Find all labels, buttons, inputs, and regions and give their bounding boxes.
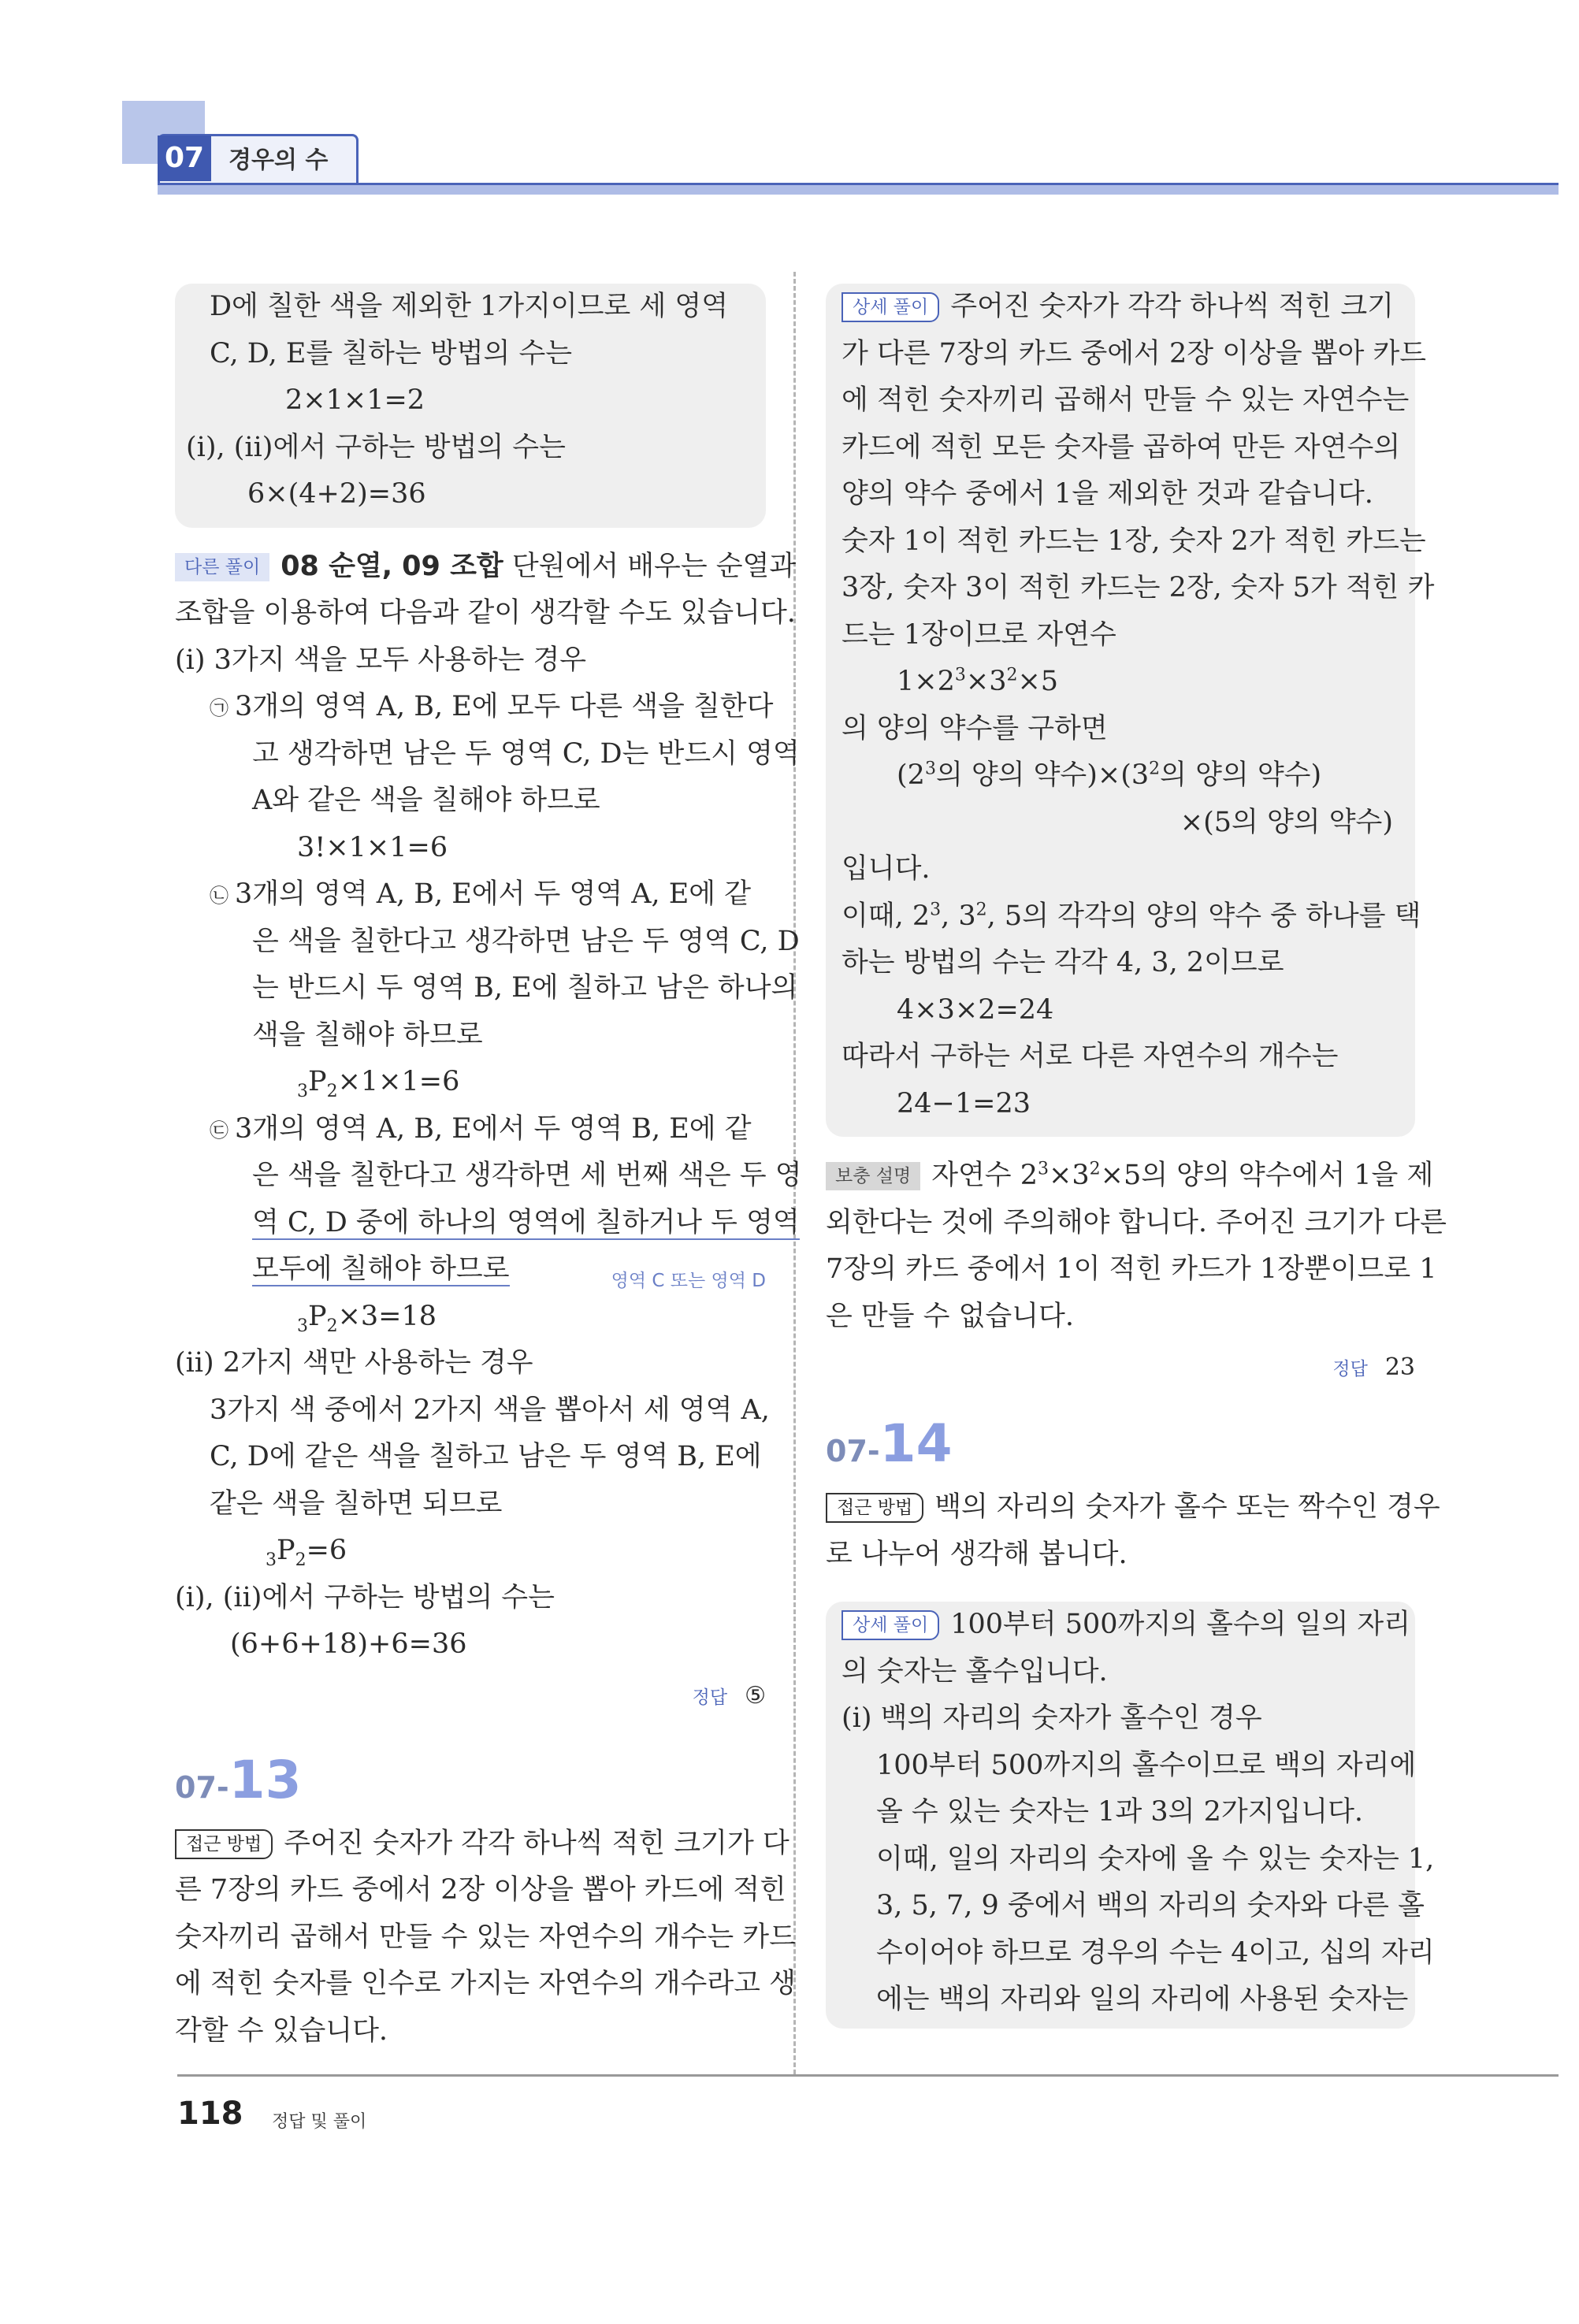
- detail-solution-box: [826, 284, 1435, 1137]
- text-line: [175, 684, 774, 731]
- text-line: 에는 백의 자리와 일의 자리에 사용된 숫자는: [876, 1984, 1409, 2015]
- text-line: (ⅰ), (ⅱ)에서 구하는 방법의 수는: [175, 1581, 555, 1613]
- text-span: , 3: [941, 900, 976, 932]
- eq-part: (2: [897, 759, 925, 791]
- text-line: 에 적힌 숫자를 인수로 가지는 자연수의 개수라고 생: [175, 1968, 796, 1999]
- text-span: 주어진 숫자가 각각 하나씩 적힌 크기가 다: [284, 1827, 790, 1859]
- text-line: 숫자끼리 곱해서 만들 수 있는 자연수의 개수는 카드: [175, 1921, 796, 1953]
- text-line: 드는 1장이므로 자연수: [842, 618, 1116, 651]
- text-line: 카드에 적힌 모든 숫자를 곱하여 만든 자연수의: [842, 431, 1401, 463]
- text-line: 은 색을 칠한다고 생각하면 남은 두 영역 C, D: [252, 925, 800, 957]
- text-line: [175, 544, 797, 591]
- answer-label: 정답: [1332, 1359, 1368, 1379]
- equation-rest: ×3=18: [337, 1300, 437, 1332]
- case-marker: ㉠: [210, 697, 228, 719]
- equation: [175, 1294, 766, 1341]
- text-line: 숫자 1이 적힌 카드는 1장, 숫자 2가 적힌 카드는: [842, 525, 1426, 557]
- text-line: 의 숫자는 홀수입니다.: [842, 1655, 1108, 1687]
- exponent: 3: [1038, 1159, 1050, 1179]
- problem-num: 14: [879, 1413, 953, 1474]
- approach-label: 접근 방법: [826, 1493, 923, 1523]
- eq-part: 1×2: [897, 666, 955, 697]
- problem-number: [826, 1413, 1415, 1484]
- unit-reference: 08 순열, 09 조합: [281, 550, 503, 582]
- text-line: 3가지 색 중에서 2가지 색을 뽑아서 세 영역 A,: [210, 1394, 770, 1426]
- text-line: (ⅰ), (ⅱ)에서 구하는 방법의 수는: [186, 431, 566, 463]
- exponent: 3: [930, 899, 942, 919]
- text-line: 은 색을 칠한다고 생각하면 세 번째 색은 두 영: [252, 1160, 802, 1191]
- exponent: 2: [1089, 1159, 1101, 1179]
- problem-prefix: 07-: [826, 1434, 880, 1468]
- text-span: 3개의 영역 A, B, E에 모두 다른 색을 칠한다: [235, 691, 774, 722]
- perm-n: 3: [297, 1082, 308, 1101]
- answer-value: 23: [1384, 1353, 1415, 1381]
- text-line: [175, 1200, 800, 1247]
- text-line: 는 반드시 두 영역 B, E에 칠하고 남은 하나의: [252, 972, 798, 1004]
- text-span: ×5의 양의 약수에서 1을 제: [1100, 1160, 1434, 1191]
- equation: [175, 1059, 766, 1106]
- eq-part: 의 양의 약수): [1160, 759, 1322, 791]
- text-line: [175, 871, 766, 919]
- exponent: 2: [1149, 759, 1161, 779]
- header-rule: [158, 183, 1559, 195]
- text-line: 양의 약수 중에서 1을 제외한 것과 같습니다.: [842, 478, 1373, 510]
- text-span: 주어진 숫자가 각각 하나씩 적힌 크기: [950, 291, 1394, 322]
- approach-label: 접근 방법: [175, 1829, 273, 1859]
- text-line: 7장의 카드 중에서 1이 적힌 카드가 1장뿐이므로 1: [826, 1253, 1437, 1285]
- footer-label: 정답 및 풀이: [272, 2112, 367, 2132]
- alternative-solution: [175, 544, 802, 1669]
- detail-solution-box: [826, 1602, 1435, 2029]
- text-line: 입니다.: [842, 853, 931, 885]
- perm-r: 2: [295, 1550, 307, 1570]
- equation: (6+6+18)+6=36: [230, 1628, 467, 1660]
- text-span: , 5의 각각의 양의 약수 중 하나를 택: [986, 900, 1421, 932]
- chapter-number: 07: [158, 136, 211, 181]
- text-line: 에 적힌 숫자끼리 곱해서 만들 수 있는 자연수는: [842, 384, 1410, 416]
- text-line: 의 양의 약수를 구하면: [842, 712, 1108, 744]
- eq-part: 의 양의 약수)×(3: [935, 759, 1150, 791]
- text-line: [842, 893, 1421, 941]
- text-line: 고 생각하면 남은 두 영역 C, D는 반드시 영역: [252, 737, 800, 770]
- text-line: C, D에 같은 색을 칠하고 남은 두 영역 B, E에: [210, 1441, 762, 1472]
- text-span: 단원에서 배우는 순열과: [503, 550, 797, 582]
- text-line: 로 나누어 생각해 봅니다.: [826, 1538, 1128, 1570]
- equation: [842, 752, 1415, 800]
- problem-number: [175, 1749, 766, 1821]
- answer-line: [175, 1669, 766, 1725]
- text-line: 이때, 일의 자리의 숫자에 올 수 있는 숫자는 1,: [876, 1843, 1435, 1875]
- exponent: 3: [954, 665, 966, 685]
- text-line: 100부터 500까지의 홀수이므로 백의 자리에: [876, 1749, 1417, 1781]
- case-marker: ㉢: [210, 1119, 228, 1142]
- case-heading: (ⅱ) 2가지 색만 사용하는 경우: [175, 1347, 533, 1379]
- text-line: [175, 1821, 790, 1868]
- perm-n: 3: [266, 1550, 277, 1570]
- perm-symbol: P: [308, 1066, 327, 1097]
- equation: 24−1=23: [897, 1087, 1031, 1119]
- perm-r: 2: [326, 1082, 338, 1101]
- text-line: [826, 1153, 1434, 1200]
- supplementary-note: [826, 1153, 1447, 1340]
- equation-rest: =6: [306, 1535, 347, 1566]
- eq-part: ×3: [965, 666, 1007, 697]
- left-column: [175, 284, 802, 2055]
- text-span: 3개의 영역 A, B, E에서 두 영역 A, E에 같: [235, 878, 752, 910]
- text-line: 른 7장의 카드 중에서 2장 이상을 뽑아 카드에 적힌: [175, 1874, 786, 1906]
- perm-symbol: P: [277, 1535, 295, 1566]
- right-column: [826, 284, 1447, 2029]
- text-line: 하는 방법의 수는 각각 4, 3, 2이므로: [842, 947, 1284, 978]
- margin-annotation: 영역 C 또는 영역 D: [611, 1270, 766, 1291]
- problem-14: [826, 1413, 1440, 2029]
- text-line: 가 다른 7장의 카드 중에서 2장 이상을 뽑아 카드: [842, 337, 1427, 369]
- eq-part: ×5: [1017, 666, 1059, 697]
- text-line: [842, 1602, 1415, 1649]
- equation: 6×(4+2)=36: [247, 478, 426, 510]
- text-line: 따라서 구하는 서로 다른 자연수의 개수는: [842, 1041, 1339, 1072]
- alt-solution-label: 다른 풀이: [175, 553, 269, 581]
- text-line: [826, 1484, 1440, 1531]
- problem-num: 13: [228, 1749, 302, 1810]
- text-line: [842, 284, 1415, 331]
- detail-label: 상세 풀이: [842, 292, 939, 322]
- text-line: C, D, E를 칠하는 방법의 수는: [210, 337, 573, 369]
- perm-r: 2: [326, 1316, 338, 1336]
- text-line: A와 같은 색을 칠해야 하므로: [252, 785, 600, 816]
- chapter-title: 경우의 수: [228, 147, 329, 174]
- problem-prefix: 07-: [175, 1769, 229, 1805]
- equation-rest: ×1×1=6: [337, 1066, 460, 1097]
- perm-n: 3: [297, 1316, 308, 1336]
- answer-line: [826, 1340, 1415, 1397]
- underlined-text: 모두에 칠해야 하므로: [252, 1253, 510, 1285]
- equation: 3!×1×1=6: [297, 831, 448, 863]
- text-line: 색을 칠해야 하므로: [252, 1019, 483, 1051]
- equation: 2×1×1=2: [285, 384, 425, 416]
- text-span: 자연수 2: [931, 1160, 1038, 1191]
- text-line: 3, 5, 7, 9 중에서 백의 자리의 숫자와 다른 홀: [876, 1890, 1425, 1921]
- text-line: 외한다는 것에 주의해야 합니다. 주어진 크기가 다른: [826, 1206, 1447, 1238]
- text-span: 3개의 영역 A, B, E에서 두 영역 B, E에 같: [235, 1112, 752, 1145]
- detail-label: 상세 풀이: [842, 1610, 939, 1640]
- text-line: [175, 1106, 766, 1153]
- text-span: 백의 자리의 숫자가 홀수 또는 짝수인 경우: [934, 1491, 1440, 1523]
- case-marker: ㉡: [210, 885, 228, 907]
- supplement-label: 보충 설명: [826, 1162, 920, 1190]
- equation: [175, 1528, 766, 1575]
- text-line: D에 칠한 색을 제외한 1가지이므로 세 영역: [210, 291, 729, 322]
- equation: 4×3×2=24: [897, 993, 1054, 1026]
- equation: [842, 659, 1415, 706]
- exponent: 3: [924, 759, 936, 779]
- case-heading: (ⅰ) 3가지 색을 모두 사용하는 경우: [175, 644, 587, 676]
- case-heading: (ⅰ) 백의 자리의 숫자가 홀수인 경우: [842, 1702, 1262, 1734]
- equation: ×(5의 양의 약수): [1180, 806, 1393, 838]
- exponent: 2: [975, 899, 987, 919]
- text-span: ×3: [1049, 1160, 1090, 1191]
- footer-rule: [177, 2074, 1559, 2077]
- answer-value: ⑤: [745, 1681, 766, 1710]
- perm-symbol: P: [308, 1300, 327, 1332]
- text-line: 각할 수 있습니다.: [175, 2014, 388, 2047]
- text-line: 올 수 있는 숫자는 1과 3의 2가지입니다.: [876, 1796, 1364, 1828]
- answer-label: 정답: [692, 1687, 728, 1708]
- text-line: 3장, 숫자 3이 적힌 카드는 2장, 숫자 5가 적힌 카: [842, 572, 1435, 603]
- text-line: 같은 색을 칠하면 되므로: [210, 1487, 503, 1520]
- problem-13: [175, 1749, 796, 2055]
- text-line: 조합을 이용하여 다음과 같이 생각할 수도 있습니다.: [175, 597, 796, 629]
- page-number: 118: [177, 2096, 243, 2132]
- text-span: 이때, 2: [842, 900, 931, 932]
- text-span: 100부터 500까지의 홀수의 일의 자리: [950, 1609, 1411, 1640]
- exponent: 2: [1006, 665, 1018, 685]
- text-line: 수이어야 하므로 경우의 수는 4이고, 십의 자리: [876, 1936, 1435, 1969]
- text-line: 은 만들 수 없습니다.: [826, 1300, 1074, 1332]
- continued-solution-box: [175, 284, 766, 528]
- underlined-text: 역 C, D 중에 하나의 영역에 칠하거나 두 영역: [252, 1206, 800, 1238]
